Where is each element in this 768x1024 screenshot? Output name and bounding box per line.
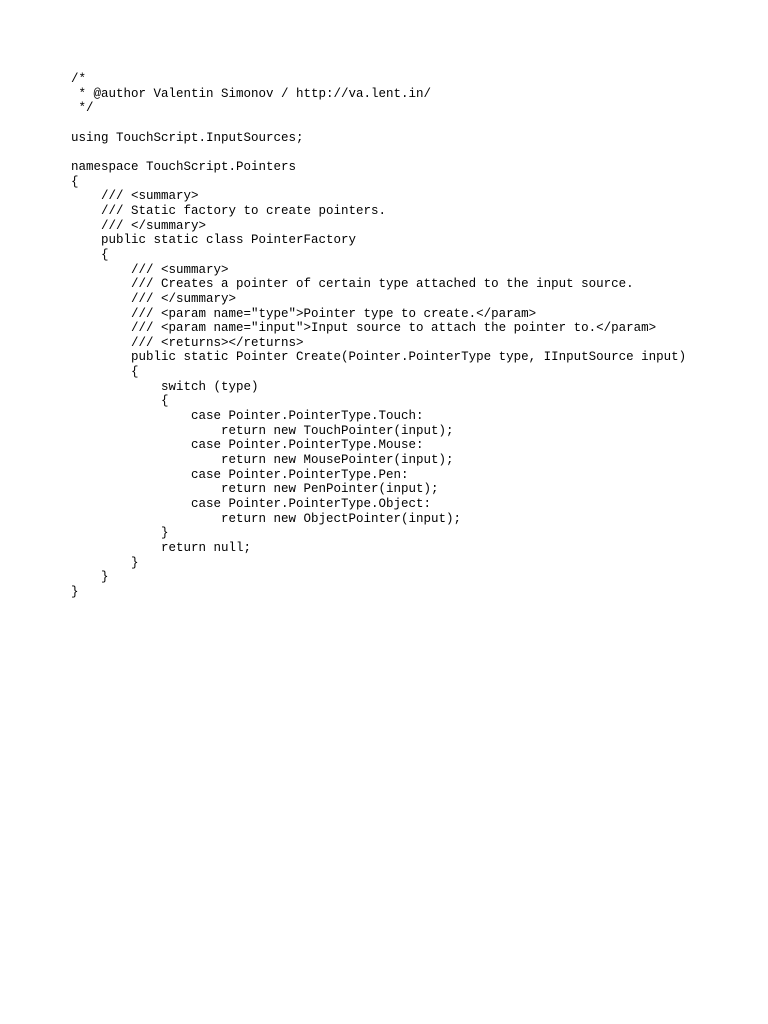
code-line [71,116,686,131]
code-line: case Pointer.PointerType.Mouse: [71,438,424,453]
code-line: /// <returns></returns> [71,335,304,350]
code-line: /// <param name="type">Pointer type to create.</param> [71,306,537,321]
code-line: } [71,570,109,585]
code-line: return new PenPointer(input); [71,482,439,497]
code-line: { [71,394,169,409]
code-line: */ [71,101,94,116]
code-line: /// </summary> [71,218,207,233]
code-line: { [71,365,139,380]
code-line [71,145,686,160]
code-line: return new ObjectPointer(input); [71,511,462,526]
code-line: public static class PointerFactory [71,233,357,248]
code-line: /// <summary> [71,189,199,204]
code-line: /// </summary> [71,291,237,306]
code-line: namespace TouchScript.Pointers [71,159,297,174]
code-line: return null; [71,541,252,555]
code-line: { [71,247,109,262]
code-line: /// <param name="input">Input source to attach the pointer to.</param> [71,321,657,336]
code-line: } [71,584,79,599]
code-line: public static Pointer Create(Pointer.PointerType type, IInputSource input) [71,350,687,365]
code-line: using TouchScript.InputSources; [71,130,304,145]
code-line: /* [71,72,87,86]
code-listing [71,72,686,600]
code-line: } [71,555,139,570]
code-line: case Pointer.PointerType.Object: [71,497,432,512]
code-line: /// <summary> [71,262,229,277]
code-line: switch (type) [71,379,259,394]
code-line: /// Creates a pointer of certain type attached to the input source. [71,277,634,292]
code-line: case Pointer.PointerType.Touch: [71,409,424,424]
code-line: case Pointer.PointerType.Pen: [71,467,409,482]
code-line: /// Static factory to create pointers. [71,203,387,218]
code-line: return new MousePointer(input); [71,453,454,468]
code-line: * @author Valentin Simonov / http://va.lent.in/ [71,86,432,101]
code-line: } [71,526,169,541]
code-line: return new TouchPointer(input); [71,423,454,438]
code-line: { [71,174,79,189]
